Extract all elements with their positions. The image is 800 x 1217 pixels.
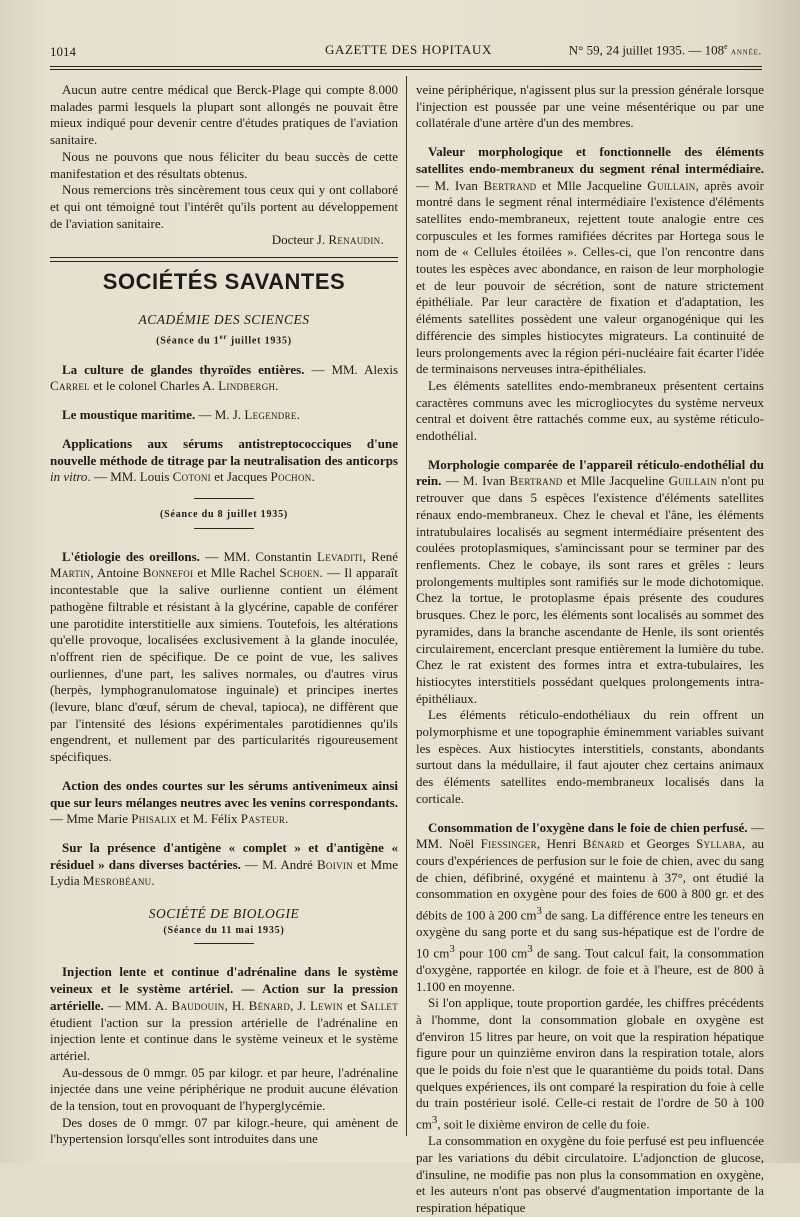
signature: Docteur J. Renaudin. [271, 232, 384, 248]
article-entry: Sur la présence d'antigène « complet » et d'antigène « résiduel » dans diverses bactéries. — M. André Boivin et Mme Lydia Mesrobéanu. [50, 839, 398, 889]
spacer [416, 445, 764, 457]
article-entry: Le moustique maritime. — M. J. Legendre. [62, 407, 301, 423]
seance-date: (Séance du 1er juillet 1935) [156, 332, 292, 347]
journal-title: GAZETTE DES HOPITAUX [325, 42, 492, 57]
spacer [50, 952, 398, 964]
paragraph: Aucun autre centre médical que Berck-Plage qui compte 8.000 malades parmi lesquels la plupart sont allongés ne pouvait être mieux indiqué pour devenir centre d'études pratiques de l'aviation sanitaire. [50, 82, 398, 148]
academie-title: ACADÉMIE DES SCIENCES [138, 312, 310, 328]
paragraph: Nous remercions très sincèrement tous ceux qui y ont collaboré et qui ont témoigné tout l'intérêt qu'ils portent au développement de l'aviation sanitaire. [50, 182, 398, 231]
page-header [50, 40, 762, 64]
article-entry: Morphologie comparée de l'appareil réticulo-endothélial du rein. — M. Ivan Bertrand et Mlle Jacqueline Guillain n'ont pu retrouver que dans 5 espèces l'existence d'éléments satellites rénaux endo-membraneux. Chez le cheval et l'âne, les éléments intratubulaires localisés au segment intermédiaire présentent des coulées protoplasmiques, s'amincissant pour se terminer par des renflements. Chez le cobaye, ils sont rares et grêles : leurs prolongements multiples sont ramifiés sur le mode dichotomique. Chez la tortue, le protoplasme épais présente des coudures brusques. Chez le porc, les éléments sont localisés au sommet des pyramides, dans la branche ascendante de Henle, ils sont orientés circulairement, encerclant presque entièrement la lumière du tube. Chez le rat existent des formes intra et extra-tubulaires, les histiocytes interstitiels possédant quelques prolongements intra-épithéliaux. [416, 456, 764, 706]
article-entry: Consommation de l'oxygène dans le foie de chien perfusé. — MM. Noël Fiessinger, Henri Bénard et Georges Syllaba, au cours d'expériences de perfusion sur le foie de chien, avec du sang de chien, défibriné, oxygéné et maintenu à 37°, ont étudié la consommation en oxygène pour des foies de 600 à 800 gr. et des débits de 100 à 200 $cm^3$ de sang. La différence entre les teneurs en oxygène du sang porte et du sang sus-hépatique est de l'ordre de 10 $cm^3$ pour 100 $cm^3$ de sang. Tout calcul fait, la consommation d'oxygène, rapportée en kilogr. de foie et à l'heure, est de 800 à 1.100 en moyenne. [416, 819, 765, 994]
paragraph: Les éléments satellites endo-membraneux présentent certains caractères communs avec les microgliocytes du système nerveux central et doivent être rattachés comme eux, au système réticulo-endothélial. [416, 377, 764, 444]
spacer [50, 424, 398, 436]
article-entry: Valeur morphologique et fonctionnelle des éléments satellites endo-membraneux du segment rénal intermédiaire. — M. Ivan Bertrand et Mlle Jacqueline Guillain, après avoir montré dans le segment rénal intermédiaire l'existence d'éléments satellites endo-membraneux, rejettent toute analogie entre ces corpuscules et les formes ramifiées décrites par Hortega sous le nom de « Cellules étoilées ». Celles-ci, que l'on rencontre dans toutes les espèces avec abondance, en raison de leur morphologie et de leur pouvoir de sécrétion, sont de nature strictement épithéliale. Par leur caractère de fixation et d'adaptation, les éléments satellites possèdent une valeur organogénique qui les différencie des simples histiocytes migrateurs. La continuité de leurs prolongements avec la région péri-nucléaire fait écarter l'idée de terminaisons nerveuses intra-épithéliales. [416, 144, 764, 377]
seance-date: (Séance du 11 mai 1935) [163, 924, 285, 936]
paragraph: Les éléments réticulo-endothéliaux du rein offrent un polymorphisme et une topographie éminemment variables suivant les espèces. Aux histiocytes interstitiels, constants, abondants surtout dans la médullaire, il faut ajouter chez certains animaux des éléments satellites endo-membraneux localisés dans la corticale. [416, 707, 764, 806]
paragraph: La consommation en oxygène du foie perfusé est peu influencée par les variations du débit circulatoire. L'adjonction de glucose, d'insuline, ne modifie pas non plus la consommation en oxygène, et les auteurs n'ont pas observé d'augmentation importante de la respiration hépatique [416, 1133, 764, 1215]
spacer [50, 537, 398, 549]
article-entry: L'étiologie des oreillons. — MM. Constantin Levaditi, René Martin, Antoine Bonnefoi et Mlle Rachel Schoen. — Il apparaît incontestable que la salive ourlienne contient un élément pathogène filtrable et résistant à la glycérine, capable de conférer une parotidite interstitielle aux simiens. Toutefois, les altérations qu'elle provoque, localisées exclusivement à la glande inoculée, n'offrent rien de spécifique. De ce point de vue, les salives ourliennes, d'une part, les salives normales, ou d'autres virus (herpès, lymphogranulomatose inguinale) et principes inertes (levure, blanc d'œuf, sérum de cheval, tapioca), ne diffèrent que par l'intensité des lésions expérimentales parotidiennes qu'ils engendrent, et nullement par des particularités rigoureusement spécifiques. [50, 548, 398, 765]
page-number: 1014 [50, 44, 76, 59]
paragraph: veine périphérique, n'agissent plus sur la pression générale lorsque l'injection est poussée par une veine mésentérique ou par une collatérale d'une artère d'un des membres. [416, 82, 764, 131]
spacer [50, 350, 398, 362]
column-divider [406, 76, 407, 1136]
article-entry: La culture de glandes thyroïdes entières. — MM. Alexis Carrel et le colonel Charles A. Lindbergh. [50, 361, 399, 394]
section-title: SOCIÉTÉS SAVANTES [102, 269, 346, 295]
right-column [416, 82, 764, 1217]
left-column [50, 82, 398, 1148]
paragraph: Si l'on applique, toute proportion gardée, les chiffres précédents à l'homme, dont la consommation globale en oxygène est d'environ 15 litres par heure, on voit que la respiration hépatique figure pour un quinzième environ dans la respiration totale, alors que le poids du foie n'est que le quarantième du poids total. Dans quelques expériences, ils ont comparé la respiration du foie à celle du train postérieur isolé. Celle-ci restait de l'ordre de 50 à 100 $cm^3$, soit le dixième environ de celle du foie. [416, 995, 764, 1132]
short-rule [194, 498, 254, 499]
paragraph: Nous ne pouvons que nous féliciter du beau succès de cette manifestation et des résultats obtenus. [50, 148, 398, 181]
spacer [416, 132, 764, 144]
header-rule [50, 66, 762, 70]
paragraph: Au-dessous de 0 mmgr. 05 par kilogr. et par heure, l'adrénaline injectée dans une veine périphérique ne produit aucune élévation de la tension, tout en provoquant de l'hyperglycémie. [50, 1064, 398, 1114]
short-rule [194, 528, 254, 529]
biologie-title: SOCIÉTÉ DE BIOLOGIE [148, 906, 300, 922]
spacer [416, 808, 764, 820]
issue-info: N° 59, 24 juillet 1935. — 108e année. [568, 42, 762, 58]
spacer [50, 828, 398, 840]
seance-date: (Séance du 8 juillet 1935) [159, 508, 289, 520]
article-entry: Applications aux sérums antistreptococciques d'une nouvelle méthode de titrage par la neutralisation des anticorps in vitro. — MM. Louis Cotoni et Jacques Pochon. [50, 435, 398, 485]
article-entry: Action des ondes courtes sur les sérums antivenimeux ainsi que sur leurs mélanges neutres avec les venins correspondants. — Mme Marie Phisalix et M. Félix Pasteur. [50, 777, 398, 827]
paragraph: Des doses de 0 mmgr. 07 par kilogr.-heure, qui amènent de l'hypertension lorsqu'elles sont introduites dans une [50, 1114, 398, 1147]
section-rule [50, 257, 398, 262]
short-rule [194, 943, 254, 944]
spacer [50, 395, 398, 407]
article-entry: Injection lente et continue d'adrénaline dans le système veineux et le système artériel. — Action sur la pression artérielle. — MM. A. Baudouin, H. Bénard, J. Lewin et Sallet étudient l'action sur la pression artérielle de l'adrénaline en injection lente et continue dans le système veineux et le système artériel. [50, 964, 399, 1063]
spacer [50, 766, 398, 778]
